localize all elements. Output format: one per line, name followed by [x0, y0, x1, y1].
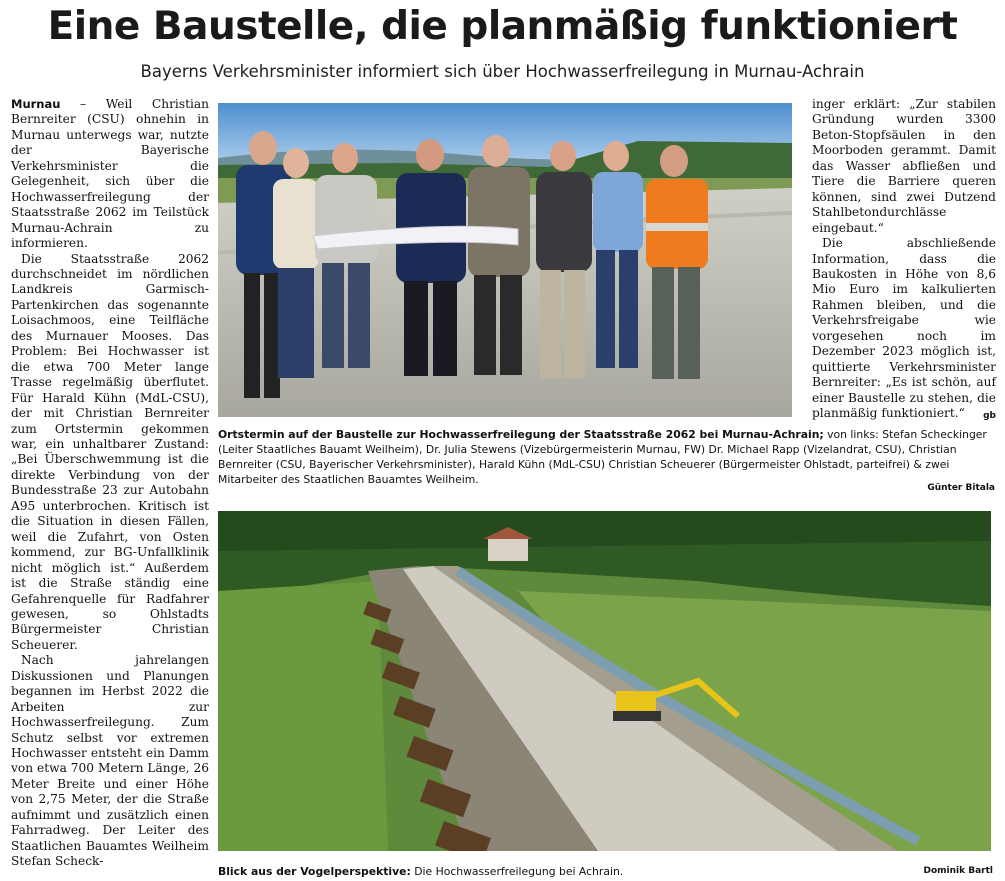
article-paragraph-3: Nach jahrelangen Diskussionen und Planungen begannen im Herbst 2022 die Arbeiten zur Hochwasserfreilegung. Zum Schutz selbst vor extremen Hochwasser entsteht ein Damm von etwa 700 Metern Länge, 26 Meter Breite und einer Höhe von 2,75 Meter, der die Straße aufnimmt und zusätzlich einen Fahrradweg. Der Leiter des Staatlichen Bauamtes Weilheim Stefan Scheck-	[11, 653, 209, 869]
photo2-credit: Dominik Bartl	[923, 866, 993, 876]
article-paragraph-4: inger erklärt: „Zur stabilen Gründung wurden 3300 Beton-Stopfsäulen in den Moorboden gerammt. Damit das Wasser abfließen und Tiere die Barriere queren können, sind zwei Dutzend Stahlbetondurchlässe eingebaut.“	[812, 97, 996, 235]
photo2-caption	[218, 864, 818, 879]
article-paragraph-2: Die Staatsstraße 2062 durchschneidet im nördlichen Landkreis Garmisch-Partenkirchen das sogenannte Loisachmoos, eine Teilfläche des Murnauer Mooses. Das Problem: Bei Hochwasser ist die etwa 700 Meter lange Trasse regelmäßig überflutet. Für Harald Kühn (MdL-CSU), der mit Christian Bernreiter zum Ortstermin gekommen war, ein unhaltbarer Zustand: „Bei Überschwemmung ist die direkte Verbindung von der Bundesstraße 23 zur Autobahn A95 unterbrochen. Kritisch ist die Situation in diesen Fällen, weil die Zufahrt, von Osten kommend, zur BG-Unfallklinik nicht möglich ist.“ Außerdem ist die Straße ständig eine Gefahrenquelle für Radfahrer gewesen, so Ohlstadts Bürgermeister Christian Scheuerer.	[11, 251, 209, 652]
subheadline: Bayerns Verkehrsminister informiert sich über Hochwasserfreilegung in Murnau-Achrain	[140, 62, 865, 81]
photo2-caption-text: Die Hochwasserfreilegung bei Achrain.	[410, 865, 624, 878]
photo1-caption	[218, 427, 995, 487]
article-paragraph-1	[11, 97, 209, 252]
aerial-photo-image	[218, 511, 991, 851]
article-text-5: Die abschließende Information, dass die Baukosten in Höhe von 8,6 Mio Euro im kalkulierten Rahmen bleiben, und die Verkehrsfreigabe wie vorgesehen noch im Dezember 2023 möglich ist, quittierte Verkehrsminister Bernreiter: „Es ist schön, auf einer Baustelle zu stehen, die planmäßig funktioniert.“	[812, 236, 996, 421]
dateline: Murnau	[11, 97, 61, 111]
aerial-photo	[218, 511, 991, 851]
photo1-caption-lead: Ortstermin auf der Baustelle zur Hochwasserfreilegung der Staatsstraße 2062 bei Murnau-Achrain;	[218, 428, 824, 441]
photo1-credit: Günter Bitala	[927, 483, 995, 493]
article-column-left	[11, 97, 209, 870]
group-photo	[218, 103, 792, 417]
photo2-caption-lead: Blick aus der Vogelperspektive:	[218, 865, 411, 878]
group-photo-image	[218, 103, 792, 417]
article-paragraph-5	[812, 236, 996, 421]
article-text-1: – Weil Christian Bernreiter (CSU) ohnehin in Murnau unterwegs war, nutzte der Bayerische Verkehrsminister die Gelegenheit, sich über die Hochwasserfreilegung der Staatsstraße 2062 im Teilstück Murnau-Achrain zu informieren.	[11, 97, 209, 251]
photo1-caption-text: von links: Stefan Scheckinger (Leiter Staatliches Bauamt Weilheim), Dr. Julia Stewens (Vizebürgermeisterin Murnau, FW) Dr. Michael Rapp (Vizelandrat, CSU), Christian Bernreiter (CSU, Bayerischer Verkehrsminister), Harald Kühn (MdL-CSU) Christian Scheuerer (Bürgermeister Ohlstadt, parteifrei) & zwei Mitarbeiter des Staatlichen Bauamtes Weilheim.	[218, 428, 987, 486]
author-signature: gb	[983, 411, 996, 422]
article-column-right	[812, 97, 996, 425]
headline: Eine Baustelle, die planmäßig funktioniert	[47, 4, 958, 49]
